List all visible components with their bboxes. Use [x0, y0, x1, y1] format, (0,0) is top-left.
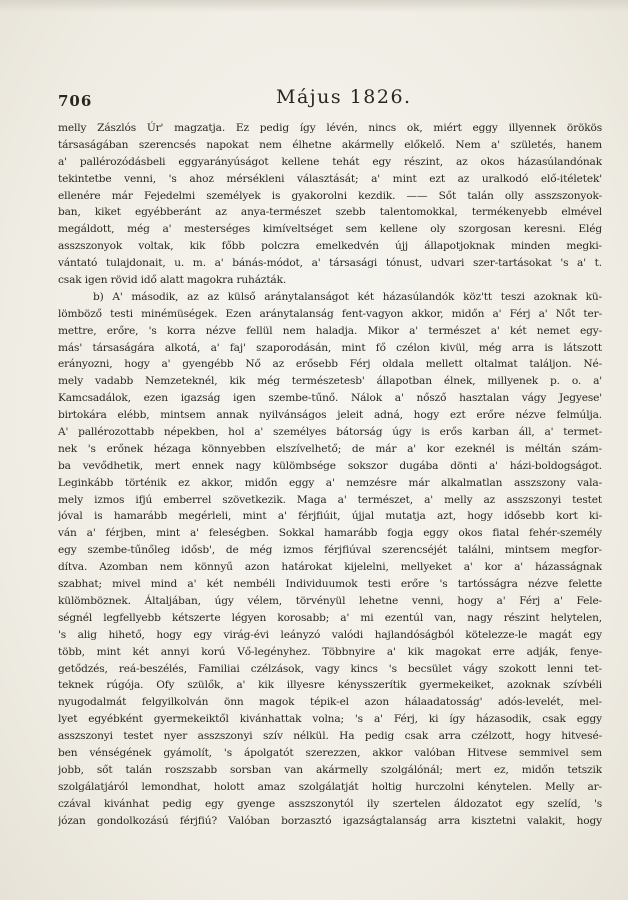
text-line: asszszonyok voltak, kik főbb polczra emelkedvén újj állapotjoknak minden megki- [58, 240, 602, 253]
text-line: czával kivánhat pedig egy gyenge asszszonytól ily szertelen áldozatot egy szelíd, 's [58, 797, 602, 810]
text-line: más' társaságára alkotá, a' faj' szaporodásán, mint fő czélon kivül, még arra is látszott [58, 341, 602, 354]
text-line: a' pallérozódásbeli eggyarányúságot kellene tehát egy részint, az okos házasúlandónak [58, 155, 602, 168]
text-line: tekintetbe venni, 's ahoz mérsékleni választását; a' mint ezt az uralkodó elő-itéletek' [58, 172, 602, 185]
text-line: mely vadabb Nemzeteknél, kik még természetesb' állapotban élnek, millyenek p. o. a' [58, 375, 602, 388]
text-line: ségnél legfellyebb kétszerte légyen korosabb; a' mi ezentúl van, nagy részint helytelen, [58, 611, 602, 624]
text-line: szabhat; mivel mind a' két nembéli Individuumok testi erőre 's tartósságra nézve felette [58, 578, 602, 591]
text-line: egy szembe-tűnőleg idősb', de még izmos férjfiúval szerencséjét találni, mintsem megfor- [58, 544, 602, 557]
text-line: nek 's erőnek hézaga könnyebben elszívelhető; de már a' kor ezeknél is méltán szám- [58, 442, 602, 455]
text-line: jóval is hamarább megérleli, mint a' férjfiúit, újjal mutatja azt, hogy idősebb kort ki- [58, 510, 602, 523]
text-line: 's alig hihető, hogy egy virág-évi leányzó valódi hajlandóságból kötelezze-le magát egy [58, 628, 602, 641]
text-line: dítva. Azomban nem könnyű azon határokat kijelelni, mellyeket a' kor a' házasságnak [58, 561, 602, 574]
text-line: teknek rúgója. Ofy szülők, a' kik illyesre kénysszerítik gyermekeiket, azoknak szívbéli [58, 679, 602, 692]
text-line: lömböző testi minémüségek. Ezen aránytalanság fent-vagyon akkor, midőn a' Férj a' Nőt ter- [58, 307, 602, 320]
text-line: ba vevődhetik, mert ennek nagy külömbsége sokszor dugába dönti a' házi-boldogságot. [58, 459, 602, 472]
text-line: Leginkább történik ez akkor, midőn eggy a' nemzésre már alkalmatlan asszszony vala- [58, 476, 602, 489]
text-line: csak igen rövid idő alatt magokra ruházták. [58, 274, 287, 287]
text-line: több, mint két annyi korú Vő-legényhez. Többnyire a' kik magokat erre adják, fenye- [58, 645, 602, 658]
text-line: szolgálatjáról lemondhat, holott amaz szolgálatját holtig hurczolni kénytelen. Melly ar- [58, 780, 602, 793]
text-line: megáldott, még a' mesterséges kimíveltséget sem kellene oly szorgosan keresni. Elég [58, 223, 602, 236]
text-line: Kamcsadálok, ezen igazság igen szembe-tűnő. Nálok a' nősző hasztalan vágy Jegyese' [58, 392, 602, 405]
text-line: asszszonyi testet nyer asszszonyi szív nélkül. Ha pedig csak arra czélzott, hogy hitvesé- [58, 730, 602, 743]
text-line: melly Zászlós Úr' magzatja. Ez pedig így lévén, nincs ok, miért eggy illyennek örökös [58, 122, 602, 134]
page-header [58, 86, 598, 116]
text-line: társaságában szerencsés napokat nem élhetne akármelly előkelő. Nem a' születés, hanem [58, 138, 602, 151]
text-line: jobb, sőt talán roszszabb sorsban van akármelly szolgálónál; mert ez, midőn tetszik [58, 763, 602, 776]
text-line: getődzés, reá-beszélés, Familiai czélzások, vagy kincs 's becsület vágy szokott lenni tet- [58, 662, 602, 675]
page-top-edge [0, 0, 628, 12]
text-line: mettre, erőre, 's korra nézve fellül nem haladja. Mikor a' természet a' két nemet egy- [58, 324, 602, 337]
body-text [58, 120, 602, 829]
text-line: lyet egyébként gyermekeiktől kivánhattak volna; 's a' Férj, ki így házasodik, csak eggy [58, 713, 602, 726]
text-line: A' pallérozottabb népekben, hol a' személyes bátorság úgy is erős karban áll, a' termet- [58, 426, 602, 439]
text-line: erányozni, hogy a' gyengébb Nő az erősebb Férj oldala mellett oltalmat találjon. Né- [58, 358, 602, 371]
text-line: ván a' férjben, mint a' feleségben. Sokkal hamarább fogja eggy okos fiatal fehér-személy [58, 527, 602, 540]
text-line: józan gondolkozású férjfiú? Valóban borzasztó igazságtalanság arra kisztetni valakit, hogy [58, 814, 602, 827]
text-line: ellenére már Fejedelmi személyek is gyakorolni kezdik. —— Sőt talán olly asszszonyok- [58, 189, 602, 202]
text-line: b) A' második, az az külső aránytalanságot két házasúlandók köz'tt teszi azoknak kü- [58, 290, 602, 303]
text-line: külömböznek. Általjában, úgy vélem, törvényül lehetne venni, hogy a' Férj a' Fele- [58, 594, 602, 607]
running-title: Május 1826. [276, 86, 412, 108]
text-line: nyugodalmát felgyilkolván önn magok tépik-el azon hálaadatosság' adós-levelét, mel- [58, 696, 602, 709]
text-line: ben vénségének gyámolít, 's ápolgatót szerezzen, akkor valóban Hitvese semmivel sem [58, 746, 602, 759]
text-line: vántató tulajdonait, u. m. a' bánás-módot, a' társasági tónust, udvari szer-tartásokat 's a' t. [58, 257, 602, 270]
page-number: 706 [58, 92, 93, 110]
text-line: mely izmos ifjú emberrel szövetkezik. Maga a' természet, a' melly az asszszonyi testet [58, 493, 602, 506]
text-line: birtokára elébb, mintsem annak nyilvánságos jeleit adná, hogy ezt erőre nézve felmúlja. [58, 409, 602, 422]
text-line: ban, kiket egyébberánt az anya-természet szebb talentomokkal, termékenyebb elmével [58, 206, 602, 219]
